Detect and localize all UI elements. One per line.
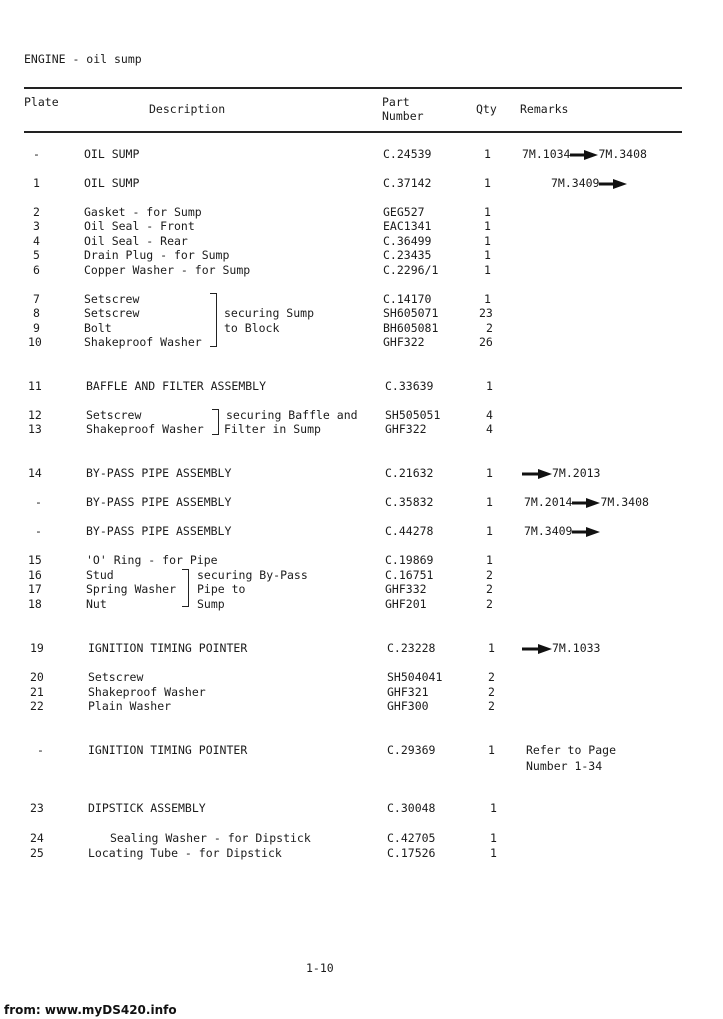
row-description: Plain Washer <box>88 699 172 713</box>
header-part: Part <box>382 95 410 109</box>
row-qty: 2 <box>488 699 495 713</box>
row-plate: 20 <box>30 670 44 684</box>
row-description: Nut <box>86 597 107 611</box>
row-part-number: C.24539 <box>383 147 432 161</box>
header-top-rule <box>24 87 682 89</box>
row-description: Setscrew <box>84 292 140 306</box>
row-part-number: C.23435 <box>383 248 432 262</box>
row-plate: 5 <box>33 248 40 262</box>
row-description: Sealing Washer - for Dipstick <box>110 831 311 845</box>
row-qty: 1 <box>484 234 491 248</box>
row-remarks <box>524 495 649 509</box>
row-plate: 11 <box>28 379 42 393</box>
page-title: ENGINE - oil sump <box>24 52 142 66</box>
row-qty: 1 <box>484 205 491 219</box>
row-part-number: GHF201 <box>385 597 427 611</box>
row-plate: 6 <box>33 263 40 277</box>
row-qty: 2 <box>486 597 493 611</box>
row-part-number: GHF322 <box>383 335 425 349</box>
arrow-right-icon <box>570 150 598 160</box>
arrow-right-icon <box>522 469 552 479</box>
arrow-right-icon <box>572 527 600 537</box>
remark-from: 7M.3409 <box>551 176 600 190</box>
row-part-number: C.30048 <box>387 801 436 815</box>
row-part-number: C.29369 <box>387 743 436 757</box>
row-remarks-line2: Number 1-34 <box>526 759 603 773</box>
row-plate: 23 <box>30 801 44 815</box>
row-plate: 15 <box>28 553 42 567</box>
row-plate: 14 <box>28 466 42 480</box>
row-plate: 4 <box>33 234 40 248</box>
group-note: Filter in Sump <box>224 422 321 436</box>
header-plate: Plate <box>24 95 59 109</box>
row-part-number: C.16751 <box>385 568 434 582</box>
row-plate: 9 <box>33 321 40 335</box>
row-part-number: C.35832 <box>385 495 434 509</box>
row-remarks: Refer to Page <box>526 743 617 757</box>
row-description: IGNITION TIMING POINTER <box>88 743 248 757</box>
row-part-number: C.23228 <box>387 641 436 655</box>
group-brace <box>212 409 219 435</box>
remark-from: 7M.3409 <box>524 524 573 538</box>
row-plate: 22 <box>30 699 44 713</box>
row-plate: 24 <box>30 831 44 845</box>
row-description: Setscrew <box>84 306 140 320</box>
row-plate: 10 <box>28 335 42 349</box>
row-remarks <box>522 147 647 161</box>
header-bottom-rule <box>24 131 682 133</box>
remark-to: 7M.1033 <box>552 641 601 655</box>
row-qty: 2 <box>486 321 493 335</box>
row-qty: 1 <box>490 801 497 815</box>
row-part-number: BH605081 <box>383 321 439 335</box>
row-part-number: C.37142 <box>383 176 432 190</box>
header-part-number: Number <box>382 109 424 123</box>
row-qty: 1 <box>486 495 493 509</box>
remark-from: 7M.2014 <box>524 495 573 509</box>
row-plate: 17 <box>28 582 42 596</box>
row-plate: - <box>33 147 40 161</box>
row-plate: 25 <box>30 846 44 860</box>
group-brace <box>182 581 189 593</box>
row-qty: 2 <box>488 670 495 684</box>
row-qty: 1 <box>484 248 491 262</box>
header-description: Description <box>149 102 226 116</box>
row-description: 'O' Ring - for Pipe <box>86 553 218 567</box>
row-plate: 2 <box>33 205 40 219</box>
row-qty: 23 <box>479 306 493 320</box>
row-qty: 1 <box>490 846 497 860</box>
row-plate: 12 <box>28 408 42 422</box>
row-description: Locating Tube - for Dipstick <box>88 846 282 860</box>
row-part-number: GHF321 <box>387 685 429 699</box>
row-description: Oil Seal - Front <box>84 219 195 233</box>
arrow-right-icon <box>522 644 552 654</box>
remark-to: 7M.3408 <box>598 147 647 161</box>
row-part-number: SH504041 <box>387 670 443 684</box>
row-qty: 26 <box>479 335 493 349</box>
row-description: IGNITION TIMING POINTER <box>88 641 248 655</box>
row-plate: 19 <box>30 641 44 655</box>
row-plate: 1 <box>33 176 40 190</box>
arrow-right-icon <box>572 498 600 508</box>
row-part-number: C.14170 <box>383 292 432 306</box>
row-qty: 1 <box>484 147 491 161</box>
row-plate: 21 <box>30 685 44 699</box>
row-qty: 4 <box>486 408 493 422</box>
row-qty: 4 <box>486 422 493 436</box>
row-qty: 1 <box>490 831 497 845</box>
group-brace <box>210 293 217 347</box>
row-qty: 1 <box>486 524 493 538</box>
row-description: Gasket - for Sump <box>84 205 202 219</box>
row-qty: 1 <box>488 641 495 655</box>
row-qty: 1 <box>486 466 493 480</box>
row-part-number: C.36499 <box>383 234 432 248</box>
row-description: Oil Seal - Rear <box>84 234 188 248</box>
row-part-number: C.44278 <box>385 524 434 538</box>
row-description: BY-PASS PIPE ASSEMBLY <box>86 495 232 509</box>
row-plate: 8 <box>33 306 40 320</box>
row-description: Spring Washer <box>86 582 177 596</box>
group-note: Pipe to <box>197 582 246 596</box>
row-qty: 1 <box>486 379 493 393</box>
row-plate: - <box>35 495 42 509</box>
row-description: BAFFLE AND FILTER ASSEMBLY <box>86 379 267 393</box>
row-qty: 1 <box>484 292 491 306</box>
row-description: Copper Washer - for Sump <box>84 263 251 277</box>
row-plate: 13 <box>28 422 42 436</box>
row-remarks <box>551 176 627 190</box>
row-qty: 2 <box>486 568 493 582</box>
group-note: securing By-Pass <box>197 568 308 582</box>
row-remarks <box>522 466 600 480</box>
remark-to: 7M.3408 <box>600 495 649 509</box>
remark-to: 7M.2013 <box>552 466 601 480</box>
row-description: Shakeproof Washer <box>86 422 204 436</box>
row-plate: 3 <box>33 219 40 233</box>
row-remarks <box>524 524 600 538</box>
row-plate: 16 <box>28 568 42 582</box>
row-part-number: C.42705 <box>387 831 436 845</box>
row-part-number: C.21632 <box>385 466 434 480</box>
row-description: Setscrew <box>88 670 144 684</box>
source-footer-link[interactable]: from: www.myDS420.info <box>4 1003 177 1017</box>
row-description: Stud <box>86 568 114 582</box>
row-part-number: SH605071 <box>383 306 439 320</box>
row-qty: 1 <box>484 263 491 277</box>
row-description: Bolt <box>84 321 112 335</box>
remark-from: 7M.1034 <box>522 147 571 161</box>
row-description: DIPSTICK ASSEMBLY <box>88 801 206 815</box>
row-description: OIL SUMP <box>84 147 140 161</box>
row-qty: 2 <box>486 582 493 596</box>
row-part-number: GHF332 <box>385 582 427 596</box>
row-description: Drain Plug - for Sump <box>84 248 230 262</box>
row-description: OIL SUMP <box>84 176 140 190</box>
row-qty: 1 <box>486 553 493 567</box>
group-note: to Block <box>224 321 280 335</box>
row-part-number: C.19869 <box>385 553 434 567</box>
row-plate: - <box>37 743 44 757</box>
row-description: Shakeproof Washer <box>88 685 206 699</box>
row-part-number: GHF322 <box>385 422 427 436</box>
row-qty: 2 <box>488 685 495 699</box>
row-plate: - <box>35 524 42 538</box>
group-brace <box>182 593 189 607</box>
header-remarks: Remarks <box>520 102 569 116</box>
row-description: Shakeproof Washer <box>84 335 202 349</box>
row-part-number: GHF300 <box>387 699 429 713</box>
row-part-number: C.17526 <box>387 846 436 860</box>
row-plate: 7 <box>33 292 40 306</box>
header-qty: Qty <box>476 102 497 116</box>
row-qty: 1 <box>484 176 491 190</box>
row-remarks <box>522 641 600 655</box>
row-part-number: C.33639 <box>385 379 434 393</box>
row-qty: 1 <box>484 219 491 233</box>
row-description: BY-PASS PIPE ASSEMBLY <box>86 466 232 480</box>
row-description: BY-PASS PIPE ASSEMBLY <box>86 524 232 538</box>
group-note: Sump <box>197 597 225 611</box>
group-note: securing Sump <box>224 306 315 320</box>
row-part-number: EAC1341 <box>383 219 432 233</box>
group-note: securing Baffle and <box>226 408 358 422</box>
arrow-right-icon <box>599 179 627 189</box>
page-number: 1-10 <box>306 961 334 975</box>
row-part-number: GEG527 <box>383 205 425 219</box>
row-plate: 18 <box>28 597 42 611</box>
row-part-number: SH505051 <box>385 408 441 422</box>
row-qty: 1 <box>488 743 495 757</box>
row-part-number: C.2296/1 <box>383 263 439 277</box>
row-description: Setscrew <box>86 408 142 422</box>
